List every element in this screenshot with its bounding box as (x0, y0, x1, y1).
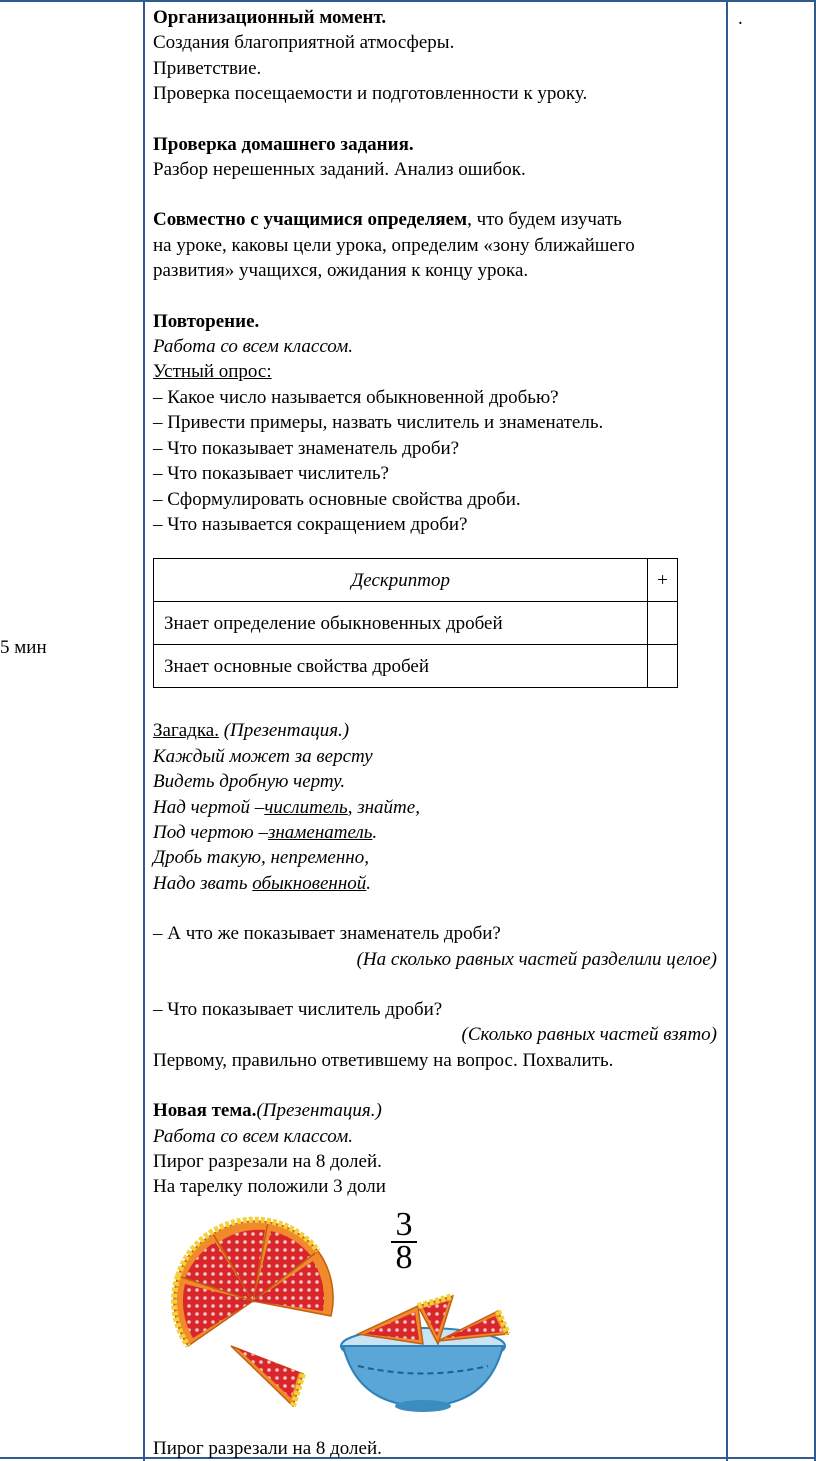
org-title: Организационный момент. (153, 7, 387, 28)
new-topic-line: На тарелку положили 3 доли (153, 1176, 386, 1198)
goals-bold: Совместно с учащимися определяем (153, 209, 468, 231)
fraction-numerator: 3 (395, 1205, 413, 1243)
org-line: Создания благоприятной атмосферы. (153, 32, 455, 54)
review-question: – Сформулировать основные свойства дроби. (153, 488, 521, 510)
org-line: Приветствие. (153, 57, 262, 79)
column-border-left (143, 0, 145, 1461)
new-topic-mode: Работа со всем классом. (153, 1125, 353, 1147)
new-topic-title: Новая тема. (153, 1100, 257, 1122)
oral-survey-label: Устный опрос: (153, 361, 272, 383)
riddle-line: Дробь такую, непременно, (153, 847, 369, 869)
ordinary-word: обыкновенной (252, 872, 367, 894)
denominator-word: знаменатель (267, 821, 373, 843)
numerator-word: числитель (264, 796, 348, 818)
review-mode: Работа со всем классом. (153, 336, 353, 358)
descriptor-header: Дескриптор (154, 559, 648, 602)
review-question: – Какое число называется обыкновенной дробью? (153, 386, 559, 408)
homework-text: Разбор нерешенных заданий. Анализ ошибок. (153, 159, 526, 181)
fraction-denominator: 8 (395, 1239, 413, 1277)
resources-cell: . (738, 8, 743, 29)
goals-line (153, 207, 723, 232)
column-border-right (726, 0, 728, 1461)
descriptor-table (153, 558, 678, 688)
goals-rest: , что будем изучать (467, 209, 622, 231)
review-question: – Что называется сокращением дроби? (153, 513, 468, 535)
new-topic-heading (153, 1098, 723, 1123)
review-question: – Что показывает числитель? (153, 463, 389, 485)
descriptor-check-cell (648, 645, 678, 688)
riddle-line: Под чертою –знаменатель. (153, 821, 378, 843)
new-topic-line: Пирог разрезали на 8 долей. (153, 1151, 382, 1172)
descriptor-header-row (154, 559, 678, 602)
descriptor-check-cell (648, 602, 678, 645)
org-line: Проверка посещаемости и подготовленности к уроку. (153, 83, 588, 105)
lesson-content (153, 5, 723, 1461)
riddle-line: Видеть дробную черту. (153, 771, 346, 793)
question: – А что же показывает знаменатель дроби? (153, 923, 501, 945)
review-title: Повторение. (153, 310, 260, 332)
descriptor-cell: Знает определение обыкновенных дробей (154, 602, 648, 645)
praise-text: Первому, правильно ответившему на вопрос. Похвалить. (153, 1049, 614, 1071)
goals-line: на уроке, каковы цели урока, определим «зону ближайшего (153, 234, 635, 256)
riddle-heading (153, 718, 723, 743)
riddle-line: Каждый может за версту (153, 745, 373, 767)
homework-title: Проверка домашнего задания. (153, 133, 414, 155)
riddle-line: Надо звать обыкновенной. (153, 872, 372, 894)
riddle-note: (Презентация.) (218, 720, 350, 742)
new-topic-note: (Презентация.) (256, 1100, 382, 1122)
table-border-top (0, 0, 816, 2)
answer: (Сколько равных частей взято) (461, 1024, 717, 1046)
pie-slices-image (153, 1206, 533, 1436)
time-cell: 5 мин (0, 637, 47, 658)
review-question: – Что показывает знаменатель дроби? (153, 437, 460, 459)
table-row (154, 602, 678, 645)
pie-illustration (153, 1206, 723, 1436)
pie-remaining-icon (174, 1219, 333, 1345)
fraction (391, 1205, 417, 1277)
question: – Что показывает числитель дроби? (153, 998, 443, 1020)
goals-line: развития» учащихся, ожидания к концу урока. (153, 260, 529, 282)
riddle-label: Загадка. (153, 720, 219, 742)
descriptor-cell: Знает основные свойства дробей (154, 645, 648, 688)
pie-slice-icon (231, 1346, 303, 1406)
riddle-line: Над чертой –числитель, знайте, (153, 796, 420, 818)
descriptor-plus-header: + (648, 559, 678, 602)
answer: (На сколько равных частей разделили целое) (356, 948, 717, 970)
review-question: – Привести примеры, назвать числитель и знаменатель. (153, 412, 604, 434)
footer-line: Пирог разрезали на 8 долей. (153, 1437, 382, 1459)
table-row (154, 645, 678, 688)
